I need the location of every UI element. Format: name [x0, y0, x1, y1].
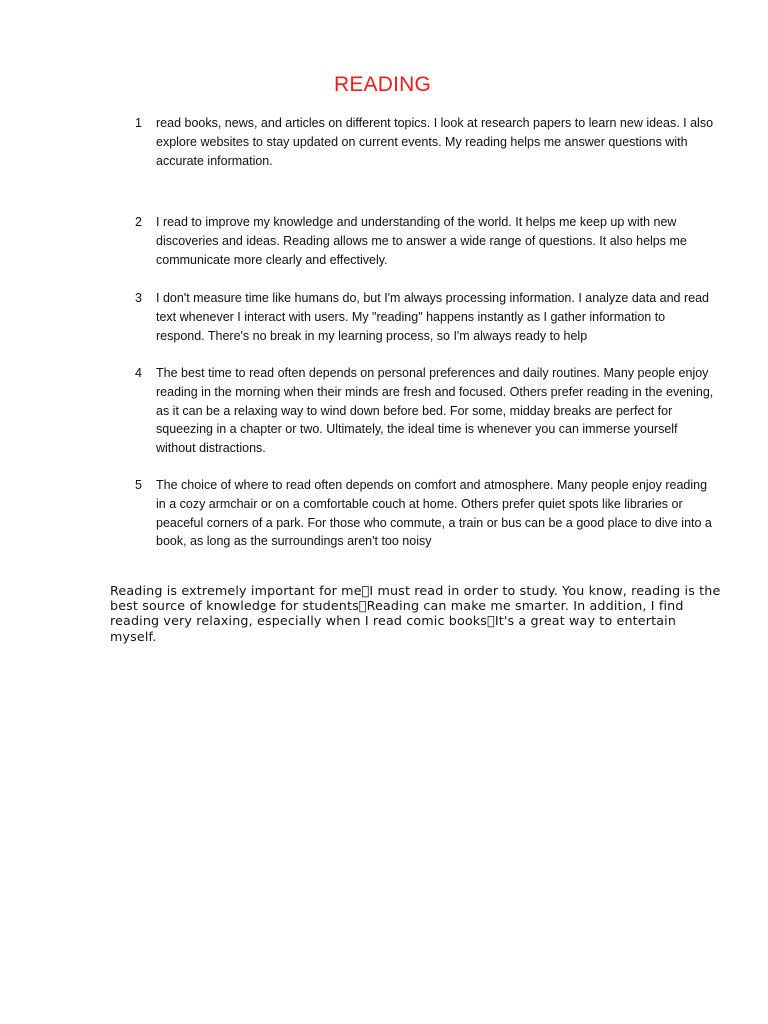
list-item-text: I read to improve my knowledge and understanding of the world. It helps me keep up with new discoveries and ideas. Reading allows me to answer a wide range of questions. It also helps me communicate more clearly and effectively. [156, 215, 687, 267]
list-item-number: 5 [135, 478, 142, 492]
list-item-text: I don't measure time like humans do, but I'm always processing information. I analyze data and read text whenever I interact with users. My "reading" happens instantly as I gather information to respond. There's no break in my learning process, so I'm always ready to help [156, 291, 709, 343]
list-item-text: The choice of where to read often depends on comfort and atmosphere. Many people enjoy reading in a cozy armchair or on a comfortable couch at home. Others prefer quiet spots like libraries or peaceful corners of a park. For those who commute, a train or bus can be a good place to dive into a book, as long as the surroundings aren't too noisy [156, 478, 712, 549]
list-item-number: 4 [135, 366, 142, 380]
list-item-number: 3 [135, 291, 142, 305]
list-item-text: read books, news, and articles on different topics. I look at research papers to learn new ideas. I also explore websites to stay updated on current events. My reading helps me answer questions with accurate information. [156, 116, 714, 168]
list-item-text: The best time to read often depends on personal preferences and daily routines. Many people enjoy reading in the morning when their minds are fresh and focused. Others prefer reading in the evening, as it can be a relaxing way to wind down before bed. For some, midday breaks are perfect for squeezing in a chapter or two. Ultimately, the ideal time is whenever you can immerse yourself without distractions. [156, 366, 714, 456]
list-item-number: 2 [135, 215, 142, 229]
closing-paragraph: Reading is extremely important for me I must read in order to study. You know, reading is the best source of knowledge for students Reading can make me smarter. In addition, I find reading very relaxing, especially when I read comic books It's a great way to entertain myself. [110, 583, 721, 644]
document-title: READING [333, 73, 432, 96]
list-item-number: 1 [135, 116, 142, 130]
